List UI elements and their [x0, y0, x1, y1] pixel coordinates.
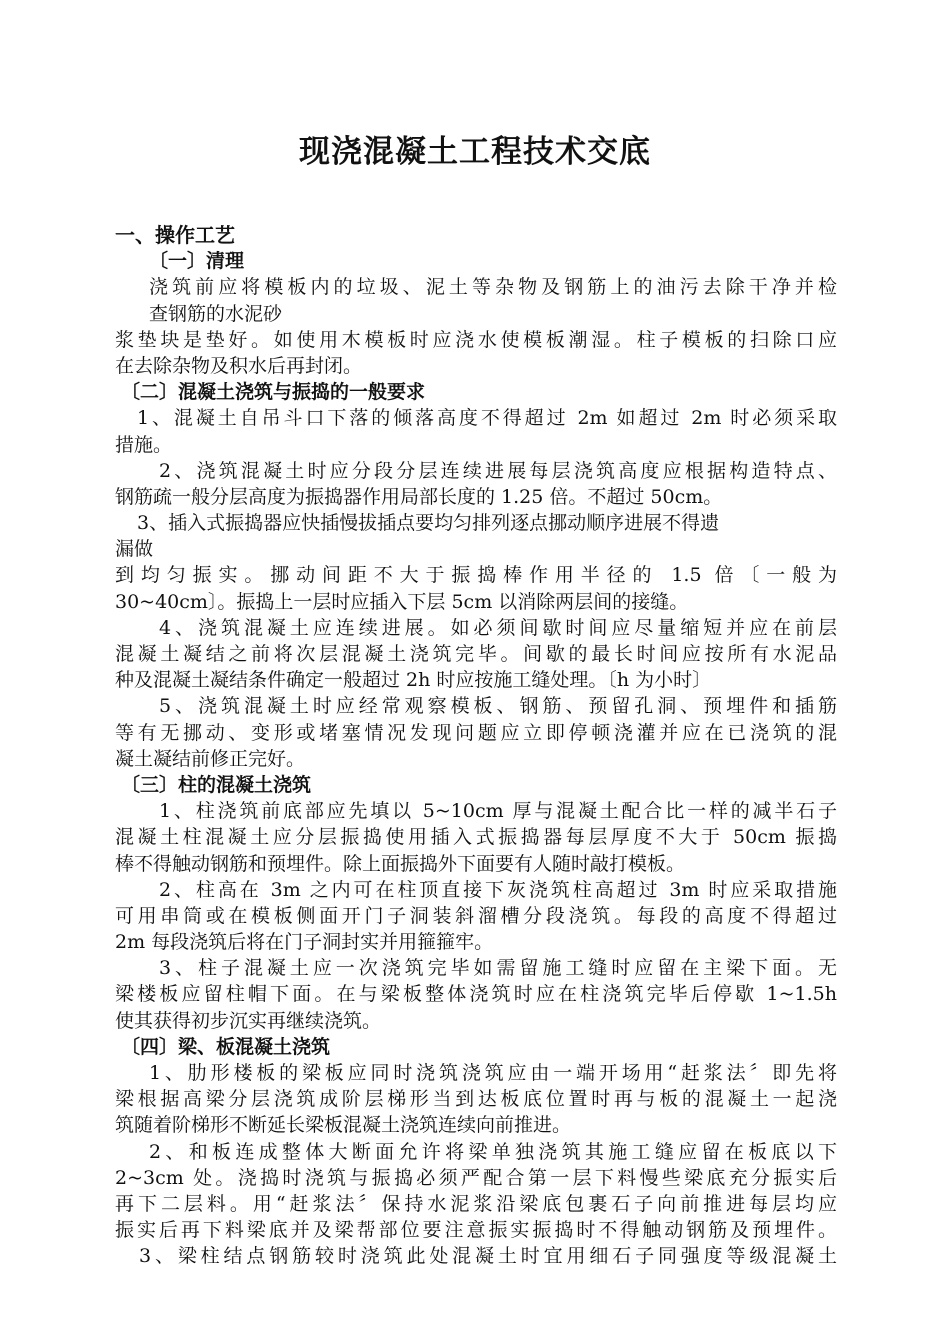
- section-heading: 〔一〕清理: [149, 250, 245, 273]
- body-text-line: 1、肋形楼板的梁板应同时浇筑浇筑应由一端开场用“赶浆法〞即先将: [149, 1062, 837, 1084]
- body-text-line: 可用串筒或在模板侧面开门子洞装斜溜槽分段浇筑。每段的高度不得超过: [115, 904, 837, 927]
- body-text-line: 梁楼板应留柱帽下面。在与梁板整体浇筑时应在柱浇筑完毕后停歇 1~1.5h: [115, 983, 837, 1006]
- body-text-line: 2、柱高在 3m 之内可在柱顶直接下灰浇筑柱高超过 3m 时应采取措施: [159, 878, 837, 901]
- body-text-line: 浆垫块是垫好。如使用木模板时应浇水使模板潮湿。柱子模板的扫除口应: [115, 328, 837, 351]
- body-text-line: 到均匀振实。挪动间距不大于振捣棒作用半径的 1.5 倍〔一般为: [115, 564, 837, 587]
- body-text-line: 再下二层料。用“赶浆法〞保持水泥浆沿梁底包裹石子向前推进每层均应: [115, 1192, 837, 1215]
- body-text-line: 5、浇筑混凝土时应经常观察模板、钢筋、预留孔洞、预埋件和插筋: [159, 695, 837, 718]
- body-text-line: 1、混凝土自吊斗口下落的倾落高度不得超过 2m 如超过 2m 时必须采取: [137, 407, 837, 430]
- body-text-line: 振实后再下料梁底并及梁帮部位要注意振实振捣时不得触动钢筋及预埋件。: [115, 1219, 837, 1242]
- body-text-line: 1、柱浇筑前底部应先填以 5~10cm 厚与混凝土配合比一样的减半石子: [159, 800, 837, 823]
- body-text-line: 等有无挪动、变形或堵塞情况发现问题应立即停顿浇灌并应在已浇筑的混: [115, 721, 837, 744]
- section-heading: 一、操作工艺: [115, 223, 235, 247]
- body-text-line: 查钢筋的水泥砂: [149, 302, 283, 325]
- body-text-line: 使其获得初步沉实再继续浇筑。: [115, 1009, 382, 1032]
- body-text-line: 3、插入式振捣器应快插慢拔插点要均匀排列逐点挪动顺序进展不得遗: [137, 512, 720, 535]
- body-text-line: 2、和板连成整体大断面允许将梁单独浇筑其施工缝应留在板底以下: [149, 1140, 837, 1163]
- body-text-line: 筑随着阶梯形不断延长梁板混凝土浇筑连续向前推进。: [115, 1114, 572, 1137]
- body-text-line: 浇筑前应将模板内的垃圾、泥土等杂物及钢筋上的油污去除干净并检: [149, 276, 837, 299]
- document-title: 现浇混凝土工程技术交底: [299, 134, 651, 170]
- section-heading: 〔三〕柱的混凝土浇筑: [121, 773, 312, 796]
- body-text-line: 梁根据高梁分层浇筑成阶层梯形当到达板底位置时再与板的混凝土一起浇: [115, 1088, 837, 1111]
- body-text-line: 棒不得触动钢筋和预埋件。除上面振捣外下面要有人随时敲打模板。: [115, 852, 686, 875]
- body-text-line: 2m 每段浇筑后将在门子洞封实并用箍箍牢。: [115, 931, 494, 954]
- body-text-line: 30~40cm〕。振捣上一层时应插入下层 5cm 以消除两层间的接缝。: [115, 590, 689, 613]
- body-text-line: 凝土凝结前修正完好。: [115, 747, 306, 770]
- body-text-line: 在去除杂物及积水后再封闭。: [115, 354, 363, 377]
- document-body: [115, 222, 837, 1270]
- body-text-line: 钢筋疏一般分层高度为振捣器作用局部长度的 1.25 倍。不超过 50cm。: [115, 485, 723, 508]
- section-heading: 〔二〕混凝土浇筑与振捣的一般要求: [121, 381, 426, 404]
- body-text-line: 漏做: [115, 538, 154, 561]
- body-text-line: 混凝土凝结之前将次层混凝土浇筑完毕。间歇的最长时间应按所有水泥品: [115, 643, 837, 665]
- body-text-line: 混凝土柱混凝土应分层振捣使用插入式振捣器每层厚度不大于 50cm 振捣: [115, 826, 837, 849]
- body-text-line: 4、浇筑混凝土应连续进展。如必须间歇时间应尽量缩短并应在前层: [159, 616, 837, 639]
- body-text-line: 2、浇筑混凝土时应分段分层连续进展每层浇筑高度应根据构造特点、: [159, 459, 837, 482]
- body-text-line: 3、柱子混凝土应一次浇筑完毕如需留施工缝时应留在主梁下面。无: [159, 957, 837, 980]
- body-text-line: 3、梁柱结点钢筋较时浇筑此处混凝土时宜用细石子同强度等级混凝土: [139, 1245, 837, 1268]
- body-text-line: 2~3cm 处。浇捣时浇筑与振捣必须严配合第一层下料慢些梁底充分振实后: [115, 1166, 837, 1189]
- body-text-line: 措施。: [115, 433, 173, 456]
- body-text-line: 种及混凝土凝结条件确定一般超过 2h 时应按施工缝处理。〔h 为小时〕: [115, 669, 712, 692]
- section-heading: 〔四〕梁、板混凝土浇筑: [121, 1035, 331, 1058]
